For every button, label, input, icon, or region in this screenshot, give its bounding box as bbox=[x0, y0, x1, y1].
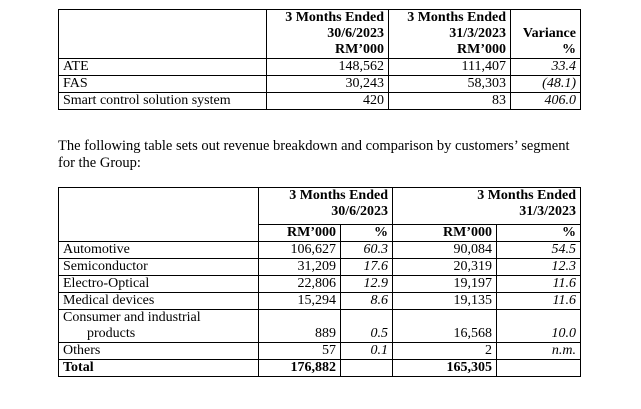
percent-cell: 11.6 bbox=[497, 293, 581, 310]
row-label-line2: products bbox=[87, 326, 136, 341]
t1-col1-header-line1: 3 Months Ended bbox=[267, 10, 389, 27]
value-cell: 20,319 bbox=[393, 259, 497, 276]
table-row bbox=[59, 259, 581, 276]
table-row bbox=[59, 76, 581, 93]
value-cell: 106,627 bbox=[259, 242, 341, 259]
value-cell: 31,209 bbox=[259, 259, 341, 276]
t1-col1-header-line2: 30/6/2023 bbox=[267, 26, 389, 42]
value-cell: 57 bbox=[259, 343, 341, 360]
table-row bbox=[59, 93, 581, 110]
percent-cell: 17.6 bbox=[341, 259, 393, 276]
value-cell: 420 bbox=[267, 93, 389, 110]
value-cell: 58,303 bbox=[389, 76, 511, 93]
value-cell: 90,084 bbox=[393, 242, 497, 259]
value-cell: 22,806 bbox=[259, 276, 341, 293]
total-value-2: 165,305 bbox=[393, 360, 497, 377]
table-row bbox=[59, 59, 581, 76]
t1-variance-unit: % bbox=[511, 42, 581, 59]
value-cell: 2 bbox=[393, 343, 497, 360]
value-cell: 111,407 bbox=[389, 59, 511, 76]
row-label: Medical devices bbox=[59, 293, 259, 310]
percent-cell: 0.1 bbox=[341, 343, 393, 360]
t2-group1-header-line2: 30/6/2023 bbox=[331, 204, 388, 219]
intro-paragraph: The following table sets out revenue breakdown and comparison by customers’ segment for the Group: bbox=[58, 138, 570, 171]
row-label: FAS bbox=[59, 76, 267, 93]
value-cell: 16,568 bbox=[393, 310, 497, 343]
percent-cell: 12.3 bbox=[497, 259, 581, 276]
row-label: Smart control solution system bbox=[59, 93, 267, 110]
t1-col2-header-line2: 31/3/2023 bbox=[389, 26, 511, 42]
percent-cell: 54.5 bbox=[497, 242, 581, 259]
value-cell: 19,197 bbox=[393, 276, 497, 293]
value-cell: 148,562 bbox=[267, 59, 389, 76]
t1-col2-unit: RM’000 bbox=[389, 42, 511, 59]
percent-cell: 0.5 bbox=[341, 310, 393, 343]
t2-group1-header-line1: 3 Months Ended bbox=[259, 188, 393, 205]
percent-cell: 8.6 bbox=[341, 293, 393, 310]
t2-group2-header-line2: 31/3/2023 bbox=[393, 204, 581, 220]
t2-unit-rm-1: RM’000 bbox=[259, 225, 341, 242]
percent-cell: 12.9 bbox=[341, 276, 393, 293]
segment-revenue-table bbox=[58, 9, 581, 110]
t1-col1-unit: RM’000 bbox=[267, 42, 389, 59]
row-label-line1: Consumer and industrial bbox=[63, 310, 201, 325]
total-label: Total bbox=[59, 360, 259, 377]
t2-unit-pct-1: % bbox=[341, 225, 393, 242]
percent-cell: 10.0 bbox=[497, 310, 581, 343]
total-row bbox=[59, 360, 581, 377]
table-row bbox=[59, 276, 581, 293]
percent-cell: 11.6 bbox=[497, 276, 581, 293]
t2-unit-rm-2: RM’000 bbox=[393, 225, 497, 242]
t2-group2-header-line1: 3 Months Ended bbox=[393, 188, 581, 205]
t1-variance-header: Variance bbox=[511, 26, 581, 42]
row-label: Electro-Optical bbox=[59, 276, 259, 293]
value-cell: 30,243 bbox=[267, 76, 389, 93]
value-cell: 83 bbox=[389, 93, 511, 110]
total-value-1: 176,882 bbox=[259, 360, 341, 377]
row-label: Automotive bbox=[59, 242, 259, 259]
percent-cell: 60.3 bbox=[341, 242, 393, 259]
percent-cell: n.m. bbox=[497, 343, 581, 360]
variance-cell: 406.0 bbox=[511, 93, 581, 110]
table-row bbox=[59, 242, 581, 259]
variance-cell: (48.1) bbox=[511, 76, 581, 93]
value-cell: 889 bbox=[259, 310, 341, 343]
value-cell: 15,294 bbox=[259, 293, 341, 310]
customer-segment-table bbox=[58, 187, 581, 377]
variance-cell: 33.4 bbox=[511, 59, 581, 76]
row-label: ATE bbox=[59, 59, 267, 76]
table-row bbox=[59, 293, 581, 310]
value-cell: 19,135 bbox=[393, 293, 497, 310]
t1-col2-header-line1: 3 Months Ended bbox=[389, 10, 511, 27]
row-label: Semiconductor bbox=[59, 259, 259, 276]
row-label bbox=[59, 310, 259, 343]
table-row bbox=[59, 343, 581, 360]
table-row bbox=[59, 310, 581, 343]
row-label: Others bbox=[59, 343, 259, 360]
t2-unit-pct-2: % bbox=[497, 225, 581, 242]
